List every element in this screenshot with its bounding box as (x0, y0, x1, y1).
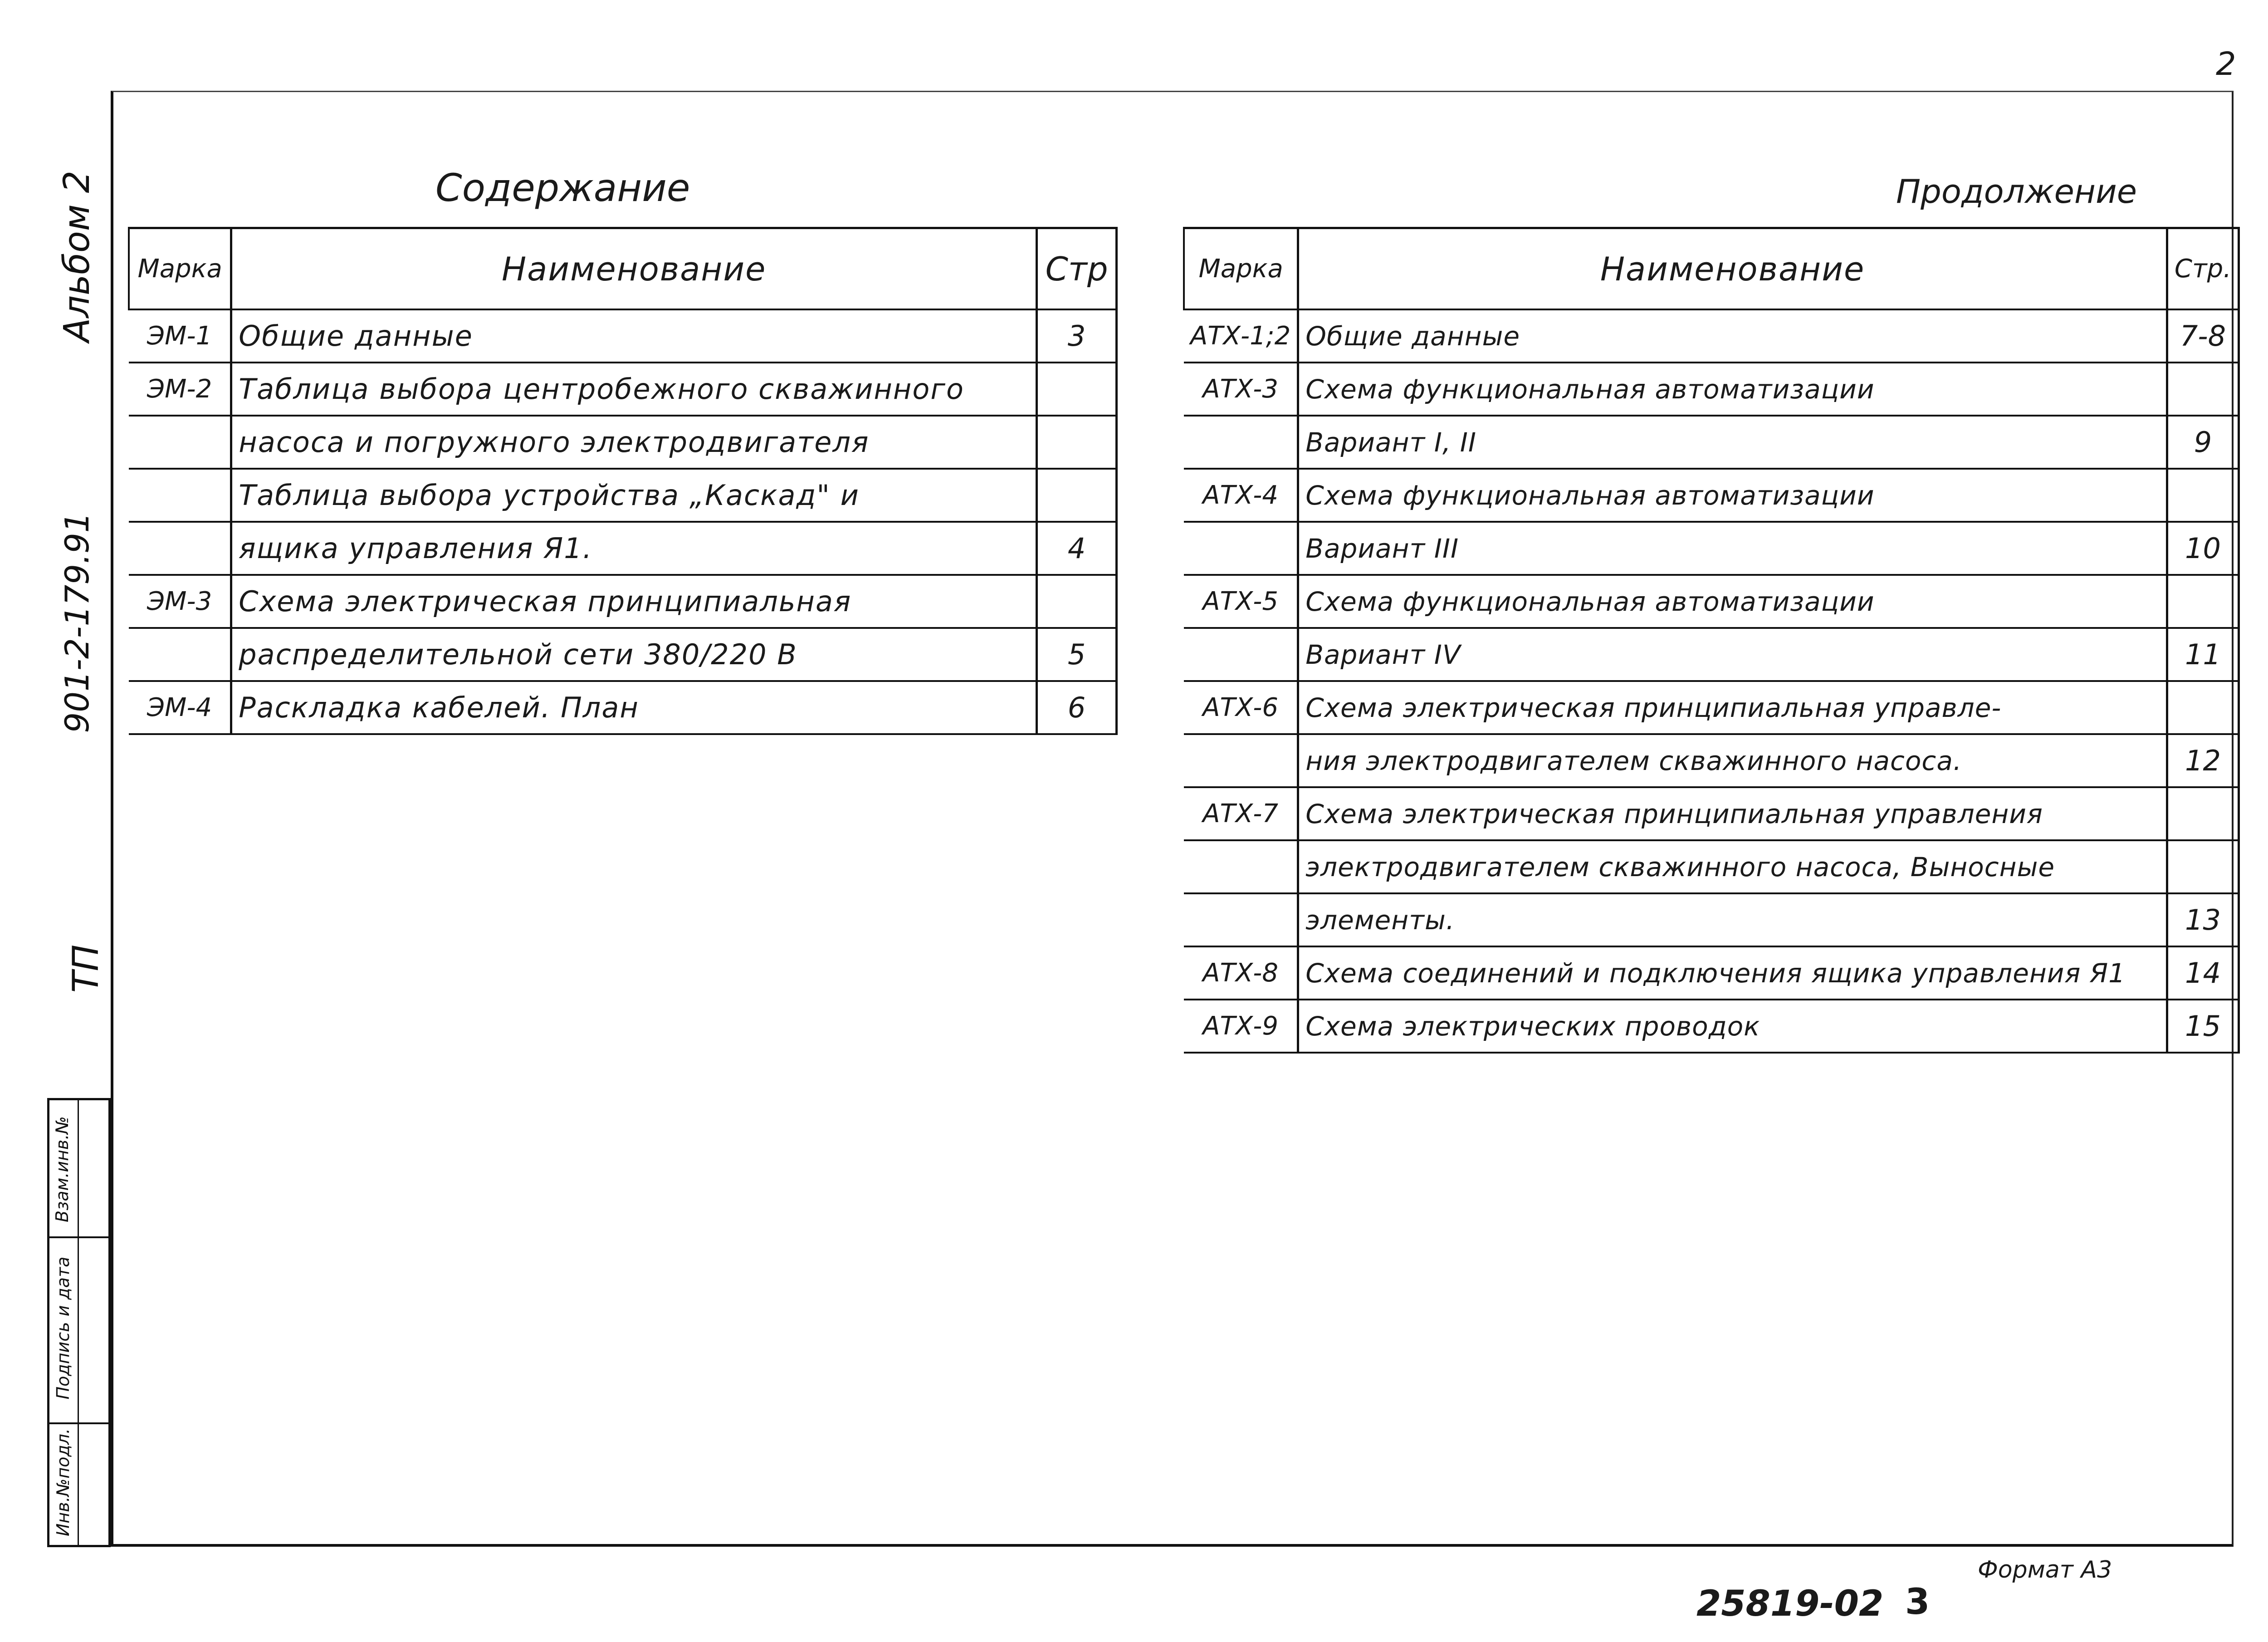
header-page: Стр. (2167, 228, 2239, 310)
row-name: Общие данные (1298, 309, 2167, 363)
row-page: 4 (1037, 522, 1117, 575)
row-name: Схема электрическая принципиальная управления (1298, 787, 2167, 840)
row-name: Схема функциональная автоматизации (1298, 363, 2167, 416)
table-row (1184, 469, 2239, 522)
row-mark (1184, 893, 1298, 946)
row-mark (129, 628, 231, 681)
row-name: Схема электрическая принципиальная управле- (1298, 681, 2167, 734)
row-page (2167, 681, 2239, 734)
row-name: элементы. (1298, 893, 2167, 946)
row-mark (129, 469, 231, 522)
row-name: Вариант IV (1298, 628, 2167, 681)
row-mark: ЭМ-1 (129, 309, 231, 363)
table-row (129, 416, 1117, 469)
row-name: Раскладка кабелей. План (231, 681, 1037, 734)
table-header-row (1184, 228, 2239, 310)
table-row (1184, 787, 2239, 840)
table-row (129, 681, 1117, 734)
row-mark: АТХ-1;2 (1184, 309, 1298, 363)
row-page: 15 (2167, 1000, 2239, 1053)
row-name: ния электродвигателем скважинного насоса. (1298, 734, 2167, 787)
row-name: Схема электрических проводок (1298, 1000, 2167, 1053)
row-mark: ЭМ-4 (129, 681, 231, 734)
row-mark (1184, 840, 1298, 893)
table-row (129, 575, 1117, 628)
row-page: 5 (1037, 628, 1117, 681)
stamp-cell-signature: Подпись и дата (53, 1256, 73, 1400)
table-row (129, 522, 1117, 575)
contents-table (128, 227, 1118, 735)
table-row (129, 469, 1117, 522)
row-page (2167, 787, 2239, 840)
contents-title: Содержание (435, 166, 690, 210)
stamp-divider (78, 1100, 79, 1545)
table-row (129, 309, 1117, 363)
binding-stamp (47, 1098, 111, 1547)
table-row (1184, 575, 2239, 628)
row-mark (1184, 522, 1298, 575)
album-label: Альбом 2 (57, 170, 98, 343)
row-page: 13 (2167, 893, 2239, 946)
row-name: Таблица выбора центробежного скважинного (231, 363, 1037, 416)
row-name: Вариант III (1298, 522, 2167, 575)
row-page: 10 (2167, 522, 2239, 575)
stamp-cell-replaced: Взам.инв.№ (52, 1116, 72, 1222)
table-row (1184, 309, 2239, 363)
row-page (2167, 840, 2239, 893)
table-row (1184, 734, 2239, 787)
row-page (1037, 416, 1117, 469)
table-row (129, 628, 1117, 681)
row-page (2167, 363, 2239, 416)
sheet-number: 2 (2216, 45, 2236, 83)
table-row (1184, 946, 2239, 1000)
row-mark: АТХ-8 (1184, 946, 1298, 1000)
row-page: 11 (2167, 628, 2239, 681)
row-mark: АТХ-7 (1184, 787, 1298, 840)
series-label: ТП (66, 944, 107, 993)
row-name: Схема функциональная автоматизации (1298, 575, 2167, 628)
format-label: Формат А3 (1978, 1556, 2112, 1583)
stamp-cell-inventory: Инв.№подл. (53, 1428, 73, 1537)
row-page (1037, 469, 1117, 522)
row-name: ящика управления Я1. (231, 522, 1037, 575)
table-header-row (129, 228, 1117, 310)
row-mark (1184, 734, 1298, 787)
row-name: Схема электрическая принципиальная (231, 575, 1037, 628)
header-page: Стр (1037, 228, 1117, 310)
row-mark: АТХ-6 (1184, 681, 1298, 734)
table-row (1184, 522, 2239, 575)
row-mark (1184, 628, 1298, 681)
row-name: Вариант I, II (1298, 416, 2167, 469)
row-mark: ЭМ-3 (129, 575, 231, 628)
table-row (1184, 1000, 2239, 1053)
row-name: распределительной сети 380/220 В (231, 628, 1037, 681)
header-name: Наименование (231, 228, 1037, 310)
table-row (1184, 363, 2239, 416)
row-name: Таблица выбора устройства „Каскад" и (231, 469, 1037, 522)
header-mark: Марка (129, 228, 231, 310)
row-page (1037, 363, 1117, 416)
row-mark (129, 416, 231, 469)
table-row (1184, 840, 2239, 893)
continuation-title: Продолжение (1896, 172, 2137, 211)
row-name: Схема соединений и подключения ящика управления Я1 (1298, 946, 2167, 1000)
row-name: электродвигателем скважинного насоса, Выносные (1298, 840, 2167, 893)
row-page (2167, 469, 2239, 522)
row-mark (129, 522, 231, 575)
continuation-table (1183, 227, 2240, 1054)
table-row (1184, 416, 2239, 469)
table-row (1184, 628, 2239, 681)
row-page: 12 (2167, 734, 2239, 787)
row-page: 6 (1037, 681, 1117, 734)
header-name: Наименование (1298, 228, 2167, 310)
row-name: Схема функциональная автоматизации (1298, 469, 2167, 522)
header-mark: Марка (1184, 228, 1298, 310)
row-mark: ЭМ-2 (129, 363, 231, 416)
row-name: насоса и погружного электродвигателя (231, 416, 1037, 469)
table-row (1184, 681, 2239, 734)
row-name: Общие данные (231, 309, 1037, 363)
table-row (129, 363, 1117, 416)
row-page (1037, 575, 1117, 628)
row-page: 9 (2167, 416, 2239, 469)
row-page: 14 (2167, 946, 2239, 1000)
row-mark: АТХ-5 (1184, 575, 1298, 628)
row-page: 3 (1037, 309, 1117, 363)
row-mark: АТХ-4 (1184, 469, 1298, 522)
doc-number: 25819-02 (1696, 1583, 1884, 1624)
row-mark: АТХ-9 (1184, 1000, 1298, 1053)
row-mark (1184, 416, 1298, 469)
row-page: 7-8 (2167, 309, 2239, 363)
row-mark: АТХ-3 (1184, 363, 1298, 416)
table-row (1184, 893, 2239, 946)
page-number: 3 (1905, 1582, 1930, 1622)
row-page (2167, 575, 2239, 628)
project-code: 901-2-179.91 (58, 512, 96, 733)
